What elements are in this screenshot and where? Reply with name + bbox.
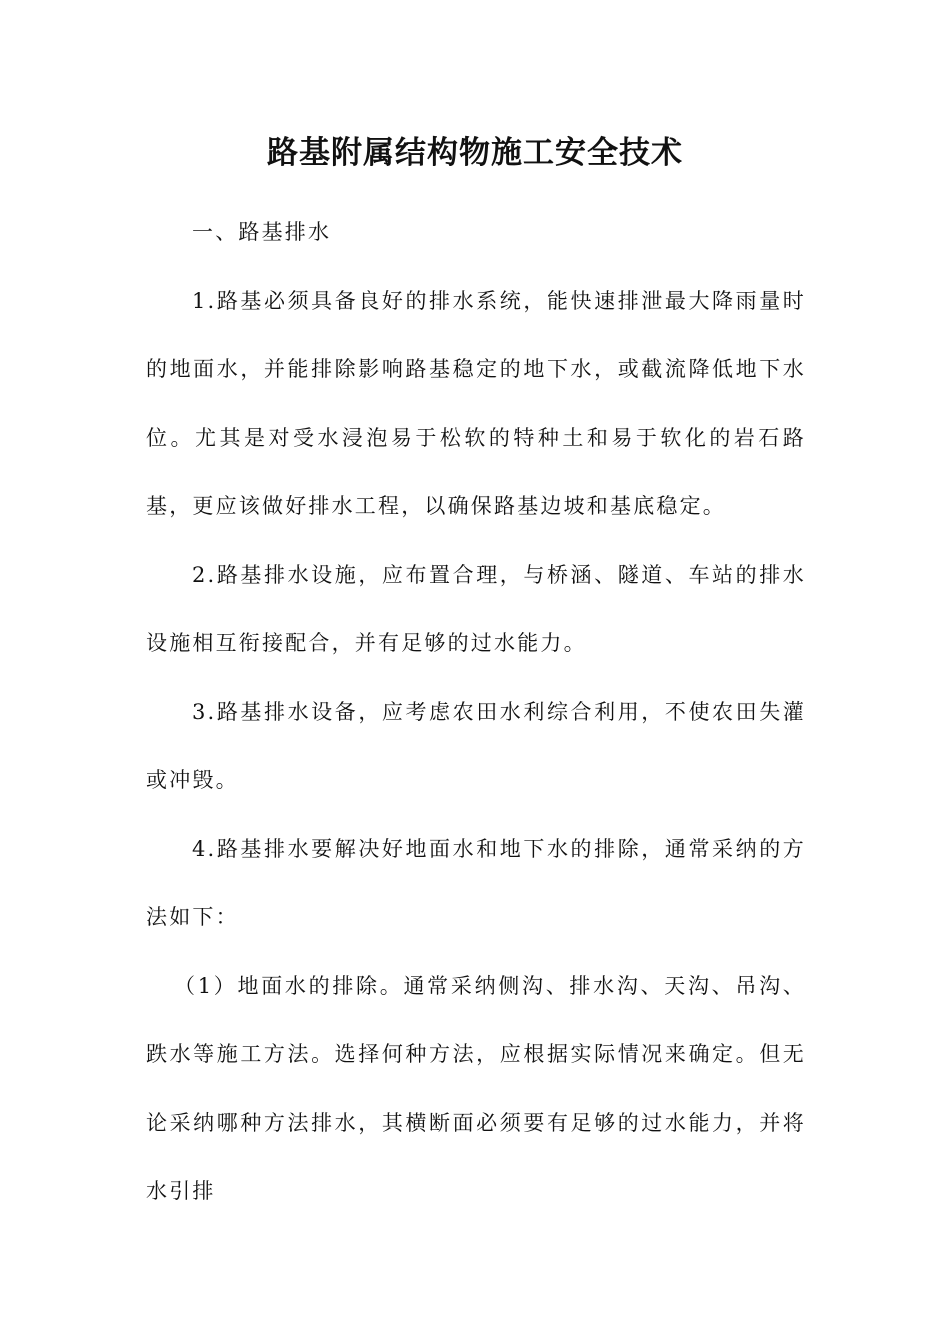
paragraph-4: 4.路基排水要解决好地面水和地下水的排除，通常采纳的方法如下： [146,836,806,929]
paragraph-1: 1.路基必须具备良好的排水系统，能快速排泄最大降雨量时的地面水，并能排除影响路基稳定的地下水，或截流降低地下水位。尤其是对受水浸泡易于松软的特种土和易于软化的岩石路基，更应该做好排水工程，以确保路基边坡和基底稳定。 [146,288,806,518]
document-body [146,198,806,1226]
paragraph-3: 3.路基排水设备，应考虑农田水利综合利用，不使农田失灌或冲毁。 [146,699,806,792]
paragraph-4-1: （1）地面水的排除。通常采纳侧沟、排水沟、天沟、吊沟、跌水等施工方法。选择何种方法，应根据实际情况来确定。但无论采纳哪种方法排水，其横断面必须要有足够的过水能力，并将水引排 [146,973,806,1203]
section-heading-drainage: 一、路基排水 [192,220,332,244]
paragraph-2: 2.路基排水设施，应布置合理，与桥涵、隧道、车站的排水设施相互衔接配合，并有足够的过水能力。 [146,562,806,655]
document-title: 路基附属结构物施工安全技术 [267,135,683,171]
